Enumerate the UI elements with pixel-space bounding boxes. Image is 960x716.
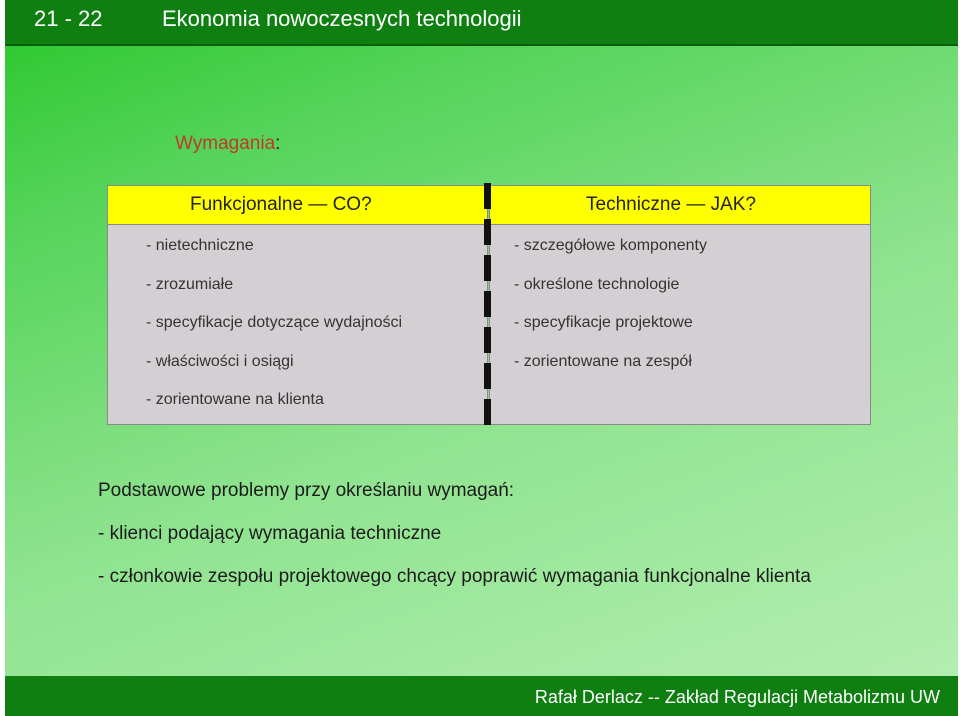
functional-header-bar <box>108 186 487 225</box>
technical-item: - szczegółowe komponenty <box>514 237 707 254</box>
technical-item: - specyfikacje projektowe <box>514 314 693 331</box>
functional-item: - specyfikacje dotyczące wydajności <box>146 314 403 331</box>
dashed-divider <box>484 183 491 428</box>
slide-title: Ekonomia nowoczesnych technologii <box>162 6 522 31</box>
functional-item: - nietechniczne <box>146 237 254 254</box>
footer-author: Rafał Derlacz -- Zakład Regulacji Metabolizmu UW <box>534 687 940 707</box>
problem-item: - klienci podający wymagania techniczne <box>98 523 442 544</box>
technical-header-bar <box>490 186 870 225</box>
functional-item: - zrozumiałe <box>146 275 234 293</box>
technical-item: - określone technologie <box>514 275 680 293</box>
requirements-heading <box>175 133 280 155</box>
requirements-heading-label: Wymagania <box>175 133 276 154</box>
functional-header-label: Funkcjonalne — CO? <box>190 194 372 215</box>
technical-requirements-panel <box>489 185 871 425</box>
problem-item: - członkowie zespołu projektowego chcący poprawić wymagania funkcjonalne klienta <box>98 566 811 587</box>
slide-header <box>5 0 958 46</box>
slide-footer <box>5 676 958 716</box>
requirements-heading-colon: : <box>275 133 281 154</box>
functional-list <box>146 234 402 427</box>
technical-item: - zorientowane na zespół <box>514 352 692 370</box>
slide-number: 21 - 22 <box>34 6 103 31</box>
functional-item: - zorientowane na klienta <box>146 391 324 408</box>
technical-header-label: Techniczne — JAK? <box>586 194 757 215</box>
problems-heading: Podstawowe problemy przy określaniu wymagań: <box>98 480 515 501</box>
problems-section <box>98 480 811 609</box>
functional-item: - właściwości i osiągi <box>146 352 294 370</box>
technical-list <box>514 234 707 388</box>
functional-requirements-panel <box>107 185 488 425</box>
